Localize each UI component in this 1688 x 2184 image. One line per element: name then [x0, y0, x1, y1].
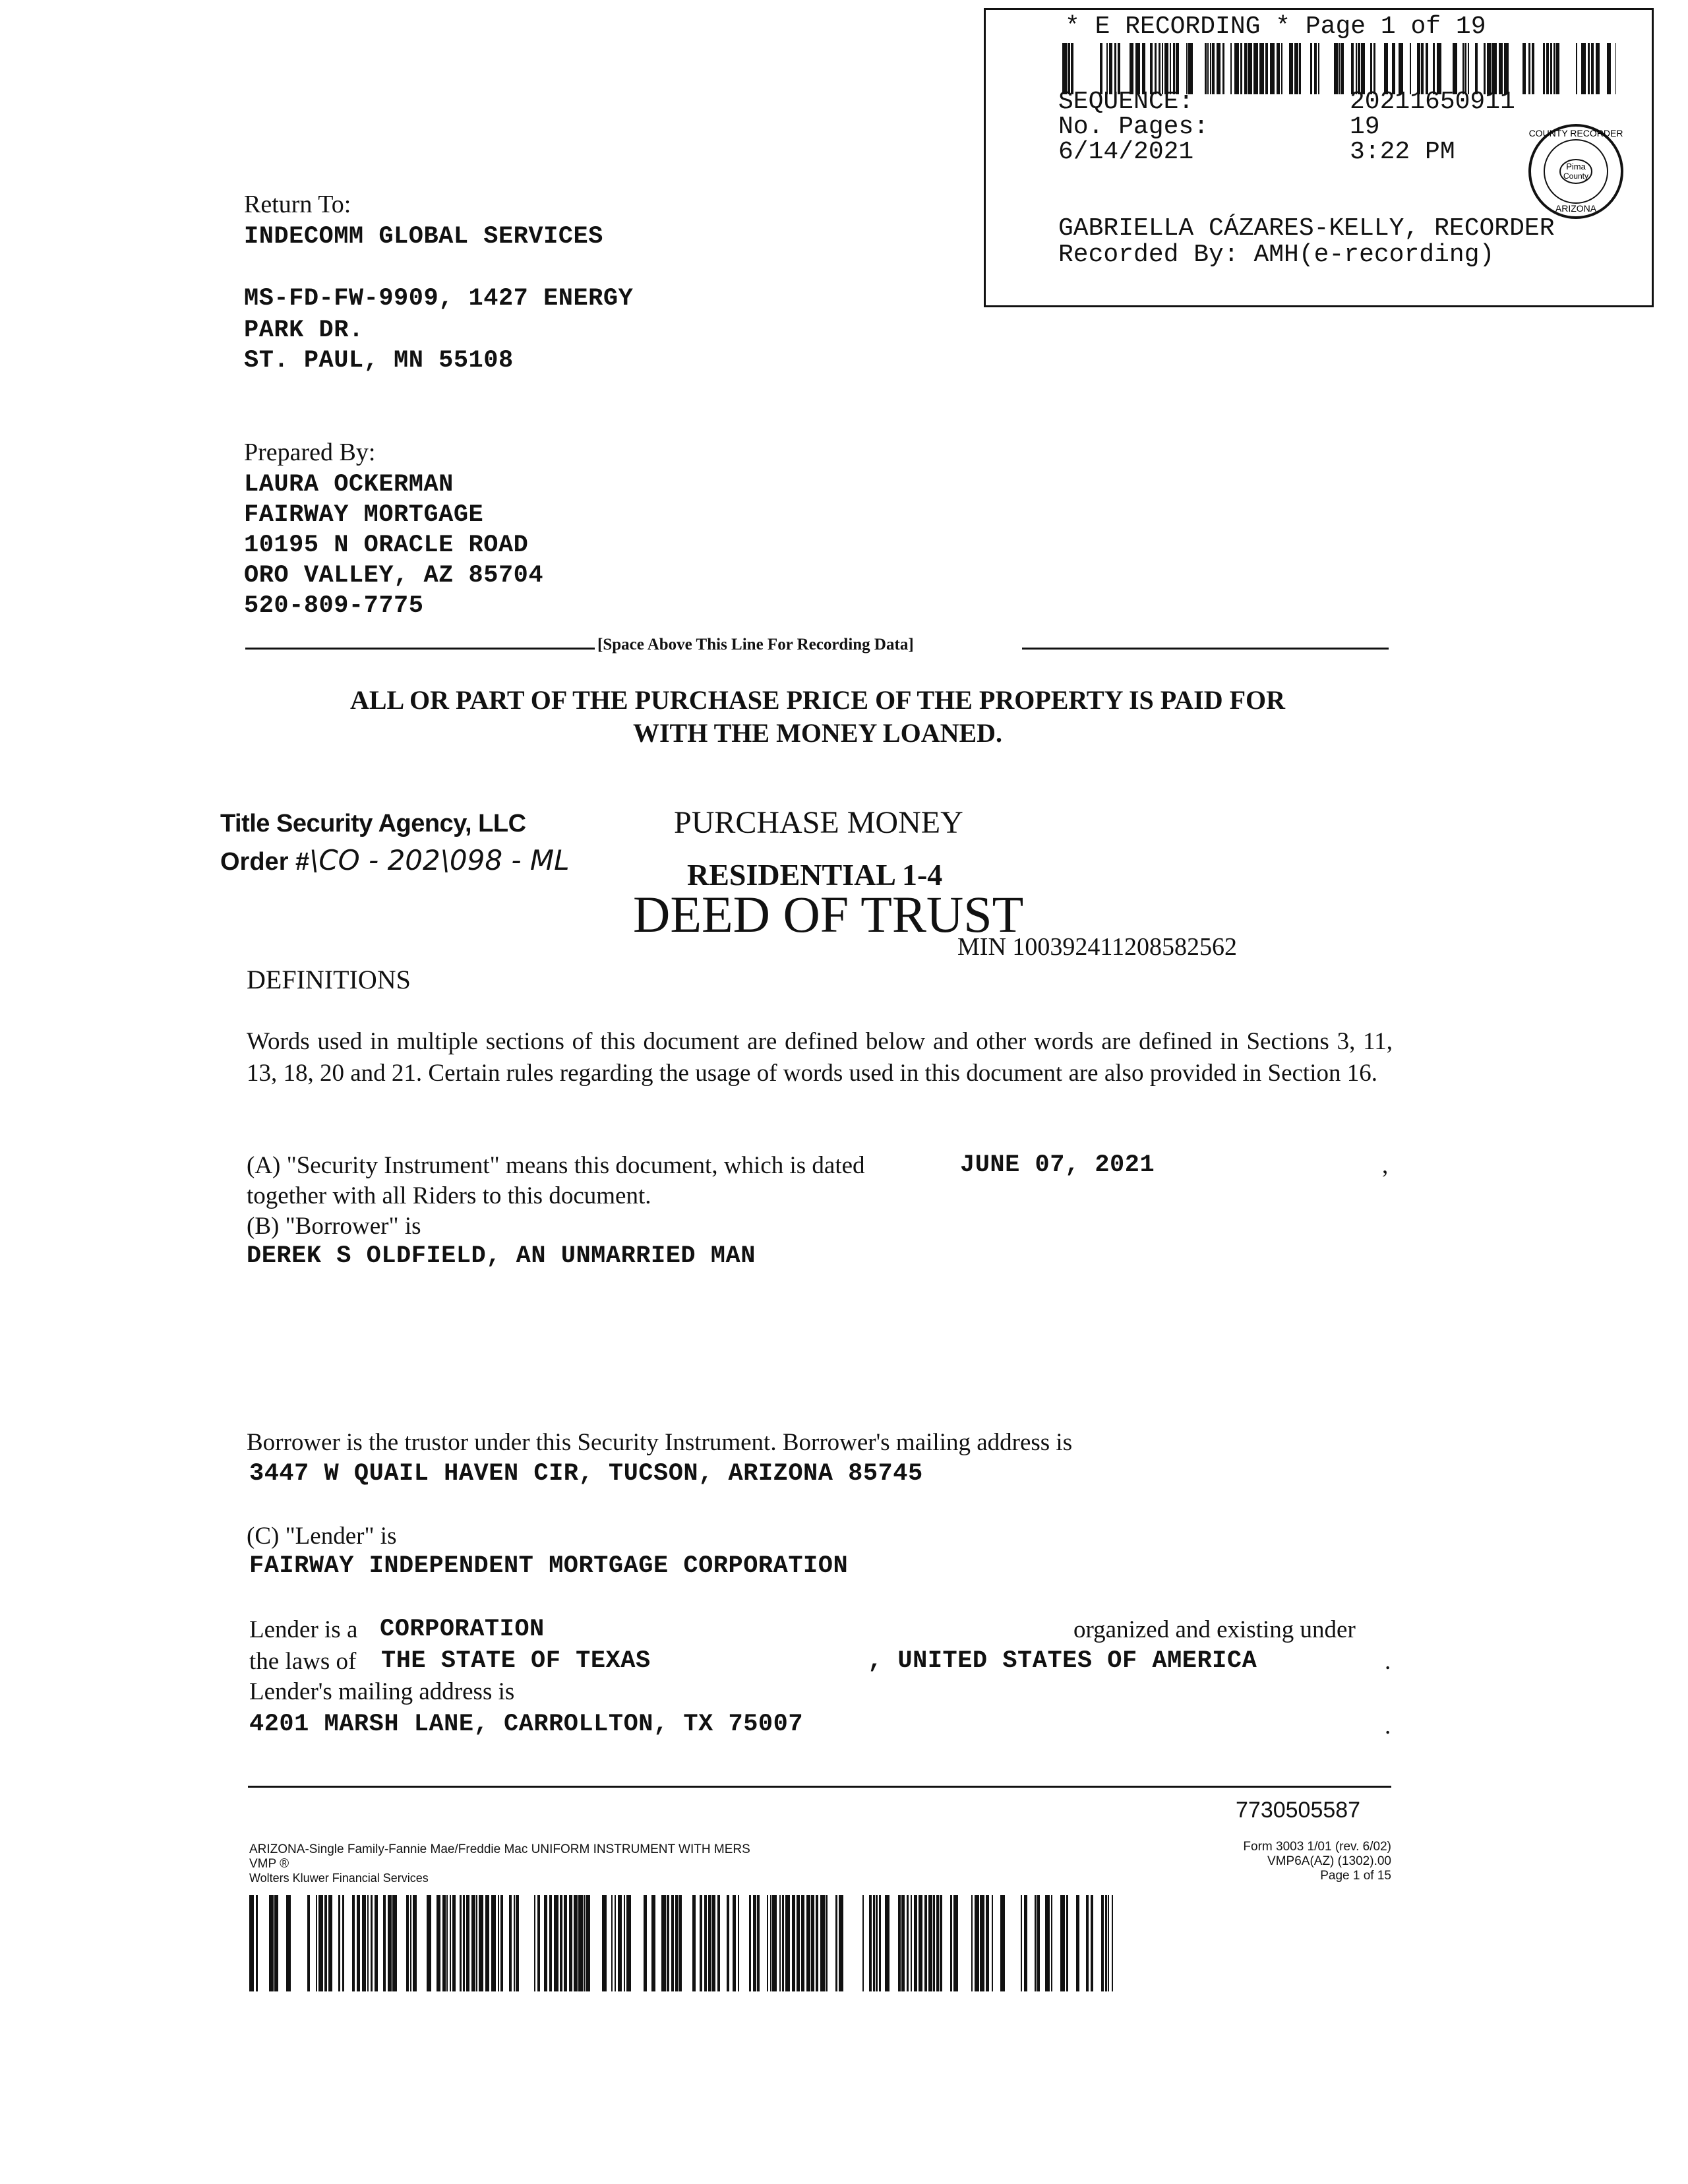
- footer-form-number: Form 3003 1/01 (rev. 6/02): [1243, 1840, 1391, 1854]
- separator-line-left: [245, 648, 595, 650]
- pages-label: No. Pages:: [1058, 113, 1209, 141]
- lender-name: FAIRWAY INDEPENDENT MORTGAGE CORPORATION: [249, 1552, 849, 1580]
- security-instrument-date: JUNE 07, 2021: [960, 1151, 1155, 1179]
- section-b-label: (B) "Borrower" is: [247, 1213, 421, 1240]
- borrower-trustor-text: Borrower is the trustor under this Security Instrument. Borrower's mailing address is: [247, 1429, 1073, 1456]
- title-agency-name: Title Security Agency, LLC: [220, 810, 526, 837]
- return-to-line-3: PARK DR.: [244, 317, 364, 344]
- svg-text:ARIZONA: ARIZONA: [1555, 203, 1597, 214]
- definitions-intro: Words used in multiple sections of this document are defined below and other words are defined in Sections 3, 11, 13, 18, 20 and 21. Certain rules regarding the usage of words used in this document are also provided in Section 16.: [247, 1028, 1393, 1087]
- footer-barcode: [249, 1895, 1113, 1991]
- sequence-label: SEQUENCE:: [1058, 88, 1194, 116]
- lender-mailing-label: Lender's mailing address is: [249, 1678, 515, 1705]
- min-number: MIN 100392411208582562: [957, 933, 1237, 961]
- footer-rule: [248, 1786, 1391, 1788]
- prepared-by-line-2: FAIRWAY MORTGAGE: [244, 501, 484, 529]
- footer-vmp: VMP ®: [249, 1857, 289, 1871]
- loan-number: 7730505587: [1236, 1798, 1361, 1823]
- footer-publisher: Wolters Kluwer Financial Services: [249, 1871, 429, 1885]
- footer-form-code: VMP6A(AZ) (1302).00: [1267, 1854, 1391, 1868]
- borrower-name: DEREK S OLDFIELD, AN UNMARRIED MAN: [247, 1242, 756, 1270]
- svg-text:COUNTY RECORDER: COUNTY RECORDER: [1528, 128, 1623, 138]
- return-to-line-2: MS-FD-FW-9909, 1427 ENERGY: [244, 285, 634, 313]
- laws-of-text: the laws of: [249, 1648, 357, 1675]
- prepared-by-line-3: 10195 N ORACLE ROAD: [244, 531, 529, 559]
- purchase-money-title: PURCHASE MONEY: [674, 805, 963, 840]
- lender-is-text: Lender is a: [249, 1616, 358, 1643]
- section-a-continuation: together with all Riders to this document.: [247, 1182, 651, 1209]
- separator-line-right: [1022, 648, 1389, 650]
- recorder-name: GABRIELLA CÁZARES-KELLY, RECORDER: [1058, 214, 1555, 243]
- lender-country: , UNITED STATES OF AMERICA: [868, 1647, 1257, 1675]
- prepared-by-line-1: LAURA OCKERMAN: [244, 471, 454, 499]
- organized-existing-text: organized and existing under: [1073, 1616, 1356, 1643]
- deed-of-trust-title: DEED OF TRUST: [633, 886, 1024, 943]
- recording-date: 6/14/2021: [1058, 138, 1194, 166]
- lender-address-period: .: [1385, 1713, 1391, 1740]
- return-to-line-1: INDECOMM GLOBAL SERVICES: [244, 223, 603, 251]
- section-a-comma: ,: [1382, 1152, 1389, 1179]
- stamp-header: * E RECORDING * Page 1 of 19: [1065, 13, 1486, 41]
- county-seal-icon: [1526, 122, 1625, 221]
- lender-entity-type: CORPORATION: [380, 1616, 545, 1643]
- svg-text:County: County: [1563, 171, 1589, 181]
- prepared-by-line-4: ORO VALLEY, AZ 85704: [244, 562, 544, 590]
- residential-title: RESIDENTIAL 1-4: [687, 858, 943, 892]
- recording-time: 3:22 PM: [1350, 138, 1455, 166]
- order-handwritten: \CO - 202\098 - ML: [309, 844, 570, 876]
- separator-text: [Space Above This Line For Recording Data]: [597, 636, 914, 653]
- lender-country-period: .: [1385, 1648, 1391, 1675]
- svg-text:Pima: Pima: [1566, 162, 1586, 171]
- pages-value: 19: [1350, 113, 1380, 141]
- section-c-label: (C) "Lender" is: [247, 1523, 397, 1550]
- return-to-label: Return To:: [244, 191, 351, 218]
- borrower-address: 3447 W QUAIL HAVEN CIR, TUCSON, ARIZONA 85745: [249, 1460, 923, 1488]
- order-prefix: Order #: [220, 848, 310, 876]
- sequence-value: 20211650911: [1350, 88, 1515, 116]
- definitions-heading: DEFINITIONS: [247, 965, 411, 994]
- prepared-by-line-5: 520-809-7775: [244, 592, 424, 620]
- prepared-by-label: Prepared By:: [244, 439, 376, 466]
- recording-stamp: [984, 8, 1654, 307]
- footer-form-title: ARIZONA-Single Family-Fannie Mae/Freddie Mac UNIFORM INSTRUMENT WITH MERS: [249, 1842, 750, 1856]
- footer-page-number: Page 1 of 15: [1320, 1869, 1391, 1883]
- stamp-barcode: [1062, 43, 1616, 94]
- section-a-text: (A) "Security Instrument" means this document, which is dated: [247, 1152, 865, 1179]
- purchase-notice-line-2: WITH THE MONEY LOANED.: [632, 718, 1003, 748]
- recorded-by: Recorded By: AMH(e-recording): [1058, 241, 1495, 269]
- lender-mailing-address: 4201 MARSH LANE, CARROLLTON, TX 75007: [249, 1711, 804, 1738]
- lender-state: THE STATE OF TEXAS: [381, 1647, 651, 1675]
- order-number: [220, 844, 570, 876]
- return-to-line-4: ST. PAUL, MN 55108: [244, 347, 514, 375]
- purchase-notice-line-1: ALL OR PART OF THE PURCHASE PRICE OF THE PROPERTY IS PAID FOR: [349, 685, 1286, 715]
